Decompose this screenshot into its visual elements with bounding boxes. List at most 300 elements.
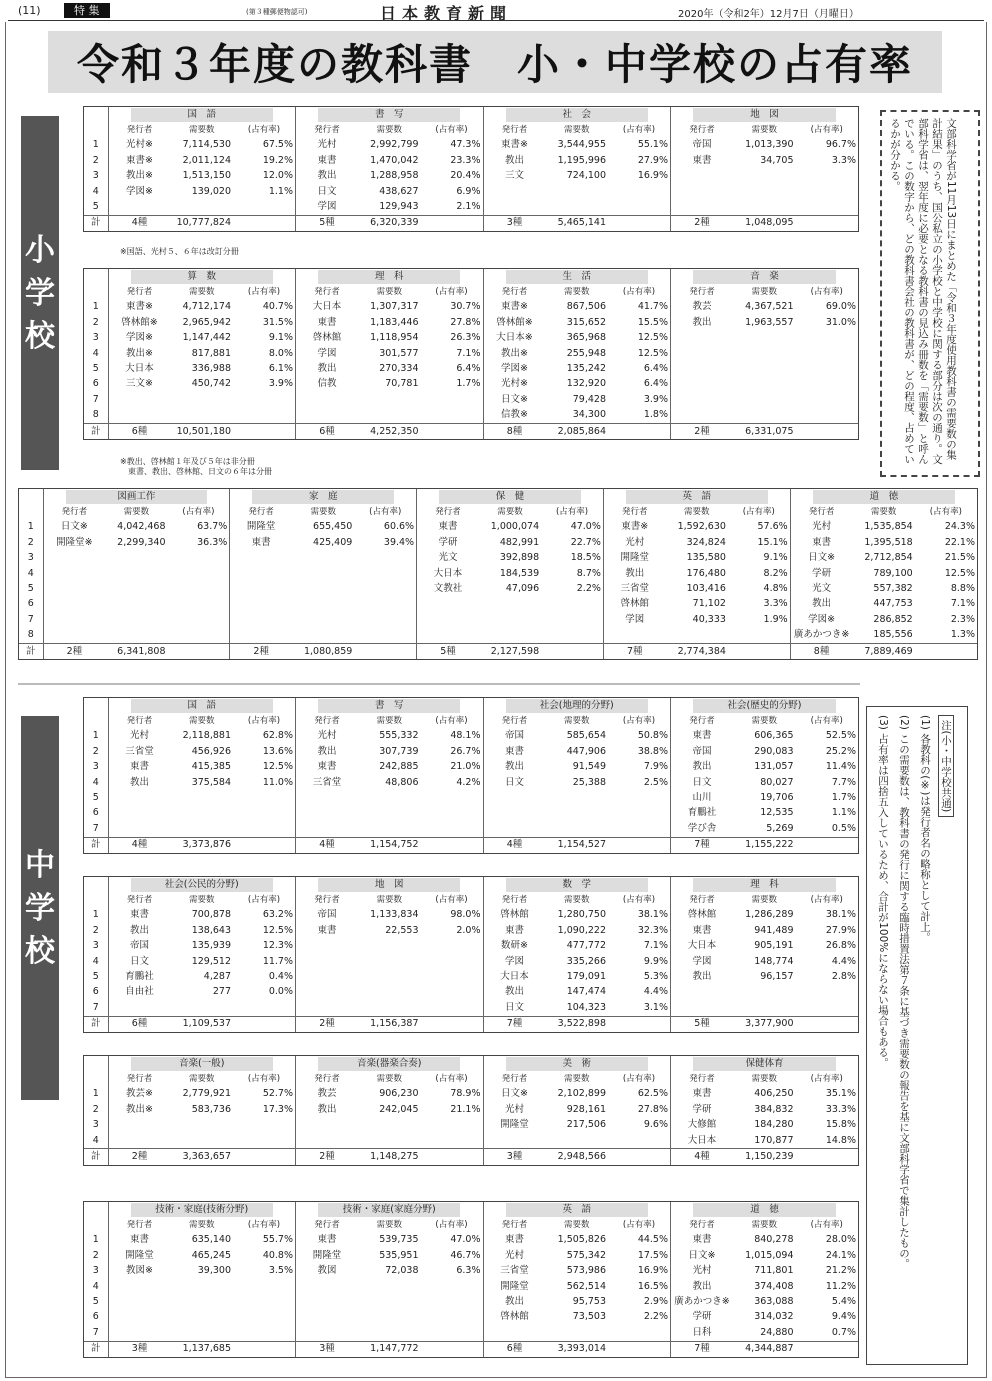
publisher-cell: 教図※ [126, 1265, 153, 1277]
share-header: (占有率) [622, 895, 656, 906]
table-row [84, 138, 858, 153]
subject-name: 社会(地理的分野) [506, 699, 648, 713]
demand-cell: 562,514 [566, 1280, 606, 1292]
subject-cell [108, 698, 296, 713]
share-table [84, 877, 858, 1032]
share-cell [796, 985, 859, 1000]
share-cell [796, 169, 859, 184]
demand-header: 需要数 [376, 1074, 402, 1085]
subject-name: 道 徳 [813, 490, 955, 504]
table-row [84, 1325, 858, 1341]
share-cell [421, 408, 484, 424]
share-cell: 78.9% [450, 1088, 481, 1100]
share-table [84, 1056, 858, 1165]
share-header: (占有率) [435, 1074, 468, 1085]
subject-name: 国 語 [131, 699, 273, 713]
share-cell: 47.0% [450, 1234, 481, 1246]
demand-cell: 3,544,955 [557, 139, 606, 151]
demand-cell [733, 346, 796, 361]
share-cell: 32.3% [637, 924, 668, 936]
junior-table-4 [83, 1201, 859, 1358]
publisher-cell: 三文※ [126, 378, 153, 390]
subject-row [19, 489, 977, 504]
total-count: 3種 [108, 1341, 171, 1357]
subject-cell [671, 1056, 859, 1071]
demand-cell: 392,898 [499, 552, 540, 564]
total-share [233, 837, 296, 853]
demand-cell [171, 1310, 234, 1325]
section-tag: 特 集 [64, 3, 110, 18]
subject-name: 技術・家庭(技術分野) [131, 1203, 273, 1217]
share-cell [168, 612, 230, 627]
share-cell: 96.7% [825, 139, 856, 151]
section-separator [18, 683, 860, 685]
publisher-cell [483, 1325, 546, 1341]
publisher-cell [230, 628, 292, 644]
publisher-cell: 教出 [671, 760, 734, 775]
publisher-cell: 東書 [129, 1234, 149, 1246]
table-row [84, 821, 858, 837]
issue-date: 2020年（令和2年）12月7日（月曜日） [678, 9, 859, 20]
rank-cell: 2 [84, 1102, 108, 1117]
publisher-cell: 東書 [671, 729, 734, 744]
total-share [796, 837, 859, 853]
total-count: 4種 [483, 837, 546, 853]
share-header: (占有率) [247, 287, 281, 298]
demand-cell: 184,539 [499, 567, 540, 579]
publisher-cell: 教図 [296, 1264, 359, 1279]
demand-cell: 655,450 [313, 521, 353, 533]
demand-cell [358, 954, 421, 969]
share-cell: 38.1% [637, 909, 668, 921]
demand-cell: 1,286,289 [745, 909, 794, 921]
demand-cell: 1,307,317 [370, 301, 419, 313]
subject-name: 英 語 [506, 1203, 648, 1217]
publisher-header: 発行者 [671, 1071, 734, 1086]
total-count: 5種 [296, 215, 359, 231]
share-cell [541, 597, 603, 612]
demand-header: 需要数 [376, 895, 402, 906]
publisher-header: 発行者 [483, 122, 546, 137]
rank-cell: 1 [84, 908, 108, 923]
demand-cell [358, 790, 421, 805]
column-header-row [84, 284, 858, 299]
subject-name: 数 学 [506, 878, 648, 892]
demand-cell: 5,269 [766, 822, 794, 834]
share-cell: 36.3% [197, 536, 228, 548]
share-cell [421, 985, 484, 1000]
total-share [168, 643, 230, 659]
demand-cell [105, 566, 167, 581]
demand-cell [358, 821, 421, 837]
table-row [19, 566, 977, 581]
share-cell [608, 1325, 671, 1341]
demand-cell [171, 1294, 234, 1309]
share-cell: 55.1% [637, 139, 668, 151]
share-cell: 41.7% [637, 301, 668, 313]
rank-cell: 7 [84, 1000, 108, 1016]
publisher-cell [296, 821, 359, 837]
share-cell [796, 346, 859, 361]
publisher-header: 発行者 [483, 1217, 546, 1232]
total-demand: 2,127,598 [479, 643, 541, 659]
publisher-cell: 東書 [671, 1087, 734, 1102]
demand-cell: 135,939 [191, 940, 231, 952]
demand-cell [546, 184, 609, 199]
share-cell [168, 551, 230, 566]
publisher-cell [296, 1294, 359, 1309]
total-demand: 1,109,537 [171, 1016, 234, 1032]
total-label: 計 [19, 643, 43, 659]
share-cell: 60.6% [383, 521, 415, 533]
column-header-row [84, 1071, 858, 1086]
share-cell: 2.0% [456, 924, 481, 936]
subject-name: 保 健 [439, 490, 581, 504]
share-cell: 8.7% [576, 567, 601, 579]
demand-cell: 185,556 [873, 629, 913, 641]
share-header: (占有率) [369, 507, 402, 518]
table-row [84, 1248, 858, 1263]
publisher-cell: 教出※ [126, 347, 153, 359]
share-cell [233, 1325, 296, 1341]
demand-cell: 535,951 [379, 1249, 419, 1261]
total-count: 6種 [296, 423, 359, 439]
demand-cell: 242,045 [379, 1103, 419, 1115]
demand-cell [479, 612, 541, 627]
share-header: (占有率) [810, 1074, 843, 1085]
demand-cell: 438,627 [379, 185, 419, 197]
share-cell: 0.5% [831, 822, 856, 834]
demand-cell: 135,242 [566, 363, 606, 375]
share-cell: 5.3% [643, 971, 668, 983]
share-header: (占有率) [247, 716, 281, 727]
demand-cell [358, 1310, 421, 1325]
publisher-cell: 啓林館 [483, 1310, 546, 1325]
publisher-header: 発行者 [483, 713, 546, 728]
publisher-cell: 信教※ [483, 408, 546, 424]
share-cell: 26.8% [825, 940, 856, 952]
elementary-table-1 [83, 106, 859, 232]
total-row [84, 215, 858, 231]
publisher-cell [296, 806, 359, 821]
total-demand: 10,777,824 [171, 215, 234, 231]
demand-cell: 363,088 [754, 1296, 794, 1308]
share-cell: 7.7% [831, 776, 856, 788]
demand-cell: 270,334 [379, 363, 419, 375]
share-cell: 22.7% [570, 536, 601, 548]
publisher-cell: 学図※ [790, 612, 852, 627]
demand-cell [105, 628, 167, 644]
table-row [84, 923, 858, 938]
total-count: 6種 [108, 423, 171, 439]
column-header-row [19, 504, 977, 519]
total-label: 計 [84, 837, 108, 853]
publisher-cell: 教出 [129, 924, 149, 936]
share-cell: 50.8% [637, 730, 668, 742]
total-row [19, 643, 977, 659]
publisher-cell: 教出 [483, 760, 546, 775]
share-cell: 47.0% [570, 521, 601, 533]
subject-name: 音楽(器楽合奏) [318, 1057, 460, 1071]
table-row [19, 551, 977, 566]
share-cell: 9.1% [268, 332, 293, 344]
subject-name: 社会(公民的分野) [131, 878, 273, 892]
total-demand: 1,154,527 [546, 837, 609, 853]
subject-row [84, 698, 858, 713]
share-cell: 12.5% [262, 761, 293, 773]
rank-header [84, 1071, 108, 1086]
total-share [233, 423, 296, 439]
share-cell [233, 1000, 296, 1016]
table-row [84, 760, 858, 775]
share-cell: 38.1% [825, 909, 856, 921]
share-cell: 28.0% [825, 1234, 856, 1246]
demand-cell: 2,965,942 [182, 316, 231, 328]
demand-cell: 2,992,799 [370, 139, 419, 151]
share-cell: 20.4% [450, 170, 481, 182]
publisher-header: 発行者 [671, 284, 734, 299]
subject-name: 音 楽 [693, 270, 836, 284]
demand-cell [546, 199, 609, 215]
total-demand: 1,155,222 [733, 837, 796, 853]
total-share [421, 1016, 484, 1032]
publisher-cell: 日文※ [483, 1087, 546, 1102]
share-header: (占有率) [622, 1074, 656, 1085]
publisher-cell: 東書 [296, 315, 359, 330]
total-share [796, 423, 859, 439]
share-cell: 38.8% [637, 745, 668, 757]
total-label: 計 [84, 1341, 108, 1357]
demand-cell [733, 392, 796, 407]
subject-name: 社 会 [506, 108, 648, 122]
share-cell: 24.1% [825, 1249, 856, 1261]
subject-cell [296, 698, 484, 713]
publisher-cell [483, 1133, 546, 1149]
share-cell [796, 331, 859, 346]
share-cell: 6.4% [456, 363, 481, 375]
share-cell [354, 612, 416, 627]
publisher-cell [296, 985, 359, 1000]
demand-cell: 336,988 [191, 363, 231, 375]
demand-cell: 2,712,854 [864, 552, 913, 564]
subject-name: 英 語 [626, 490, 768, 504]
publisher-cell: 日文※ [483, 392, 546, 407]
publisher-cell: 東書※ [126, 154, 153, 166]
demand-cell: 25,388 [572, 776, 606, 788]
page-header [0, 0, 992, 22]
subject-cell [296, 1056, 484, 1071]
demand-cell [358, 1279, 421, 1294]
share-cell: 4.4% [831, 955, 856, 967]
rank-cell: 5 [19, 581, 43, 596]
share-cell: 1.9% [763, 613, 788, 625]
share-cell: 5.4% [831, 1296, 856, 1308]
share-cell [354, 551, 416, 566]
table-row [84, 1279, 858, 1294]
intro-text: 文部科学省が11月13日にまとめた「令和３年度使用教科書の需要数の集計結果」のうち、国公私立の小学校と中学校に関する部分は次の通り。文部科学省は、翌年度に必要となる教科書の見込み冊数を「需要数」と呼んでいる。この数字から、どの教科書会社の教科書が、どの程度、占めているかが分かる。 [889, 118, 957, 465]
demand-cell: 583,736 [191, 1103, 231, 1115]
junior-table-3 [83, 1055, 859, 1166]
demand-cell [733, 169, 796, 184]
subject-cell [671, 1202, 859, 1217]
share-cell: 31.5% [262, 316, 293, 328]
subject-cell [296, 107, 484, 122]
share-cell: 8.0% [268, 347, 293, 359]
publisher-cell: 日文 [483, 1000, 546, 1016]
demand-cell [171, 806, 234, 821]
share-header: (占有率) [810, 287, 843, 298]
publisher-cell: 三省堂 [483, 1264, 546, 1279]
total-row [84, 1149, 858, 1165]
demand-cell [666, 628, 728, 644]
share-cell: 12.5% [637, 332, 668, 344]
total-share [796, 1149, 859, 1165]
publisher-cell [296, 1325, 359, 1341]
share-cell: 12.3% [262, 940, 293, 952]
publisher-cell: 東書 [129, 761, 149, 773]
rank-cell: 3 [84, 169, 108, 184]
share-cell: 7.1% [456, 347, 481, 359]
total-demand: 3,373,876 [171, 837, 234, 853]
demand-cell: 557,382 [873, 583, 913, 595]
publisher-cell: 開隆堂 [296, 1248, 359, 1263]
publisher-header: 発行者 [483, 284, 546, 299]
total-count: 4種 [108, 837, 171, 853]
subject-cell [671, 877, 859, 892]
demand-cell: 255,948 [566, 347, 606, 359]
demand-cell: 217,506 [566, 1119, 606, 1131]
table-row [19, 612, 977, 627]
share-cell [421, 1000, 484, 1016]
demand-cell: 635,140 [191, 1234, 231, 1246]
demand-cell: 4,042,468 [117, 521, 166, 533]
total-row [84, 1016, 858, 1032]
publisher-cell: 大日本 [125, 363, 154, 375]
publisher-cell: 学図 [671, 954, 734, 969]
publisher-cell [108, 790, 171, 805]
publisher-cell [296, 1118, 359, 1133]
share-cell: 6.4% [643, 378, 668, 390]
demand-cell: 477,772 [566, 940, 606, 952]
total-demand: 1,154,752 [358, 837, 421, 853]
total-count: 2種 [671, 215, 734, 231]
publisher-cell: 日文 [129, 955, 149, 967]
share-cell: 3.3% [763, 598, 788, 610]
share-header: (占有率) [247, 1074, 281, 1085]
demand-cell: 277 [212, 986, 231, 998]
share-table [84, 698, 858, 853]
publisher-header: 発行者 [671, 1217, 734, 1232]
share-cell: 23.3% [450, 154, 481, 166]
publisher-cell: 廣あかつき※ [671, 1294, 734, 1309]
demand-cell: 7,114,530 [182, 139, 231, 151]
total-share [608, 423, 671, 439]
demand-header: 需要数 [563, 287, 590, 298]
demand-cell: 700,878 [191, 909, 231, 921]
demand-header: 需要数 [376, 1220, 402, 1231]
publisher-cell: 開隆堂 [230, 520, 292, 535]
subject-cell [108, 107, 296, 122]
table-row [19, 535, 977, 550]
total-count: 4種 [671, 1149, 734, 1165]
demand-cell: 1,470,042 [370, 154, 419, 166]
publisher-cell: 学図 [296, 199, 359, 215]
demand-cell: 575,342 [566, 1249, 606, 1261]
total-count: 2種 [671, 423, 734, 439]
share-cell: 57.6% [757, 521, 788, 533]
share-cell: 7.9% [643, 761, 668, 773]
demand-cell: 40,333 [692, 613, 726, 625]
subject-name: 技術・家庭(家庭分野) [318, 1203, 460, 1217]
publisher-cell [108, 1294, 171, 1309]
rank-cell: 4 [84, 775, 108, 790]
share-header: (占有率) [435, 1220, 468, 1231]
share-cell [608, 1133, 671, 1149]
total-count: 6種 [483, 1341, 546, 1357]
share-cell: 24.3% [944, 521, 975, 533]
publisher-cell: 光村※ [483, 377, 546, 392]
total-demand: 3,363,657 [171, 1149, 234, 1165]
publisher-cell: 大日本 [671, 939, 734, 954]
publisher-cell [483, 821, 546, 837]
share-cell: 2.2% [576, 583, 601, 595]
publisher-header: 発行者 [296, 1071, 359, 1086]
demand-cell [733, 985, 796, 1000]
total-count: 5種 [671, 1016, 734, 1032]
share-cell: 27.9% [637, 154, 668, 166]
publisher-header: 発行者 [790, 504, 852, 519]
table-row [84, 1087, 858, 1102]
total-share [608, 1341, 671, 1357]
share-header: (占有率) [622, 716, 656, 727]
rank-cell: 7 [84, 821, 108, 837]
demand-cell: 415,385 [191, 761, 231, 773]
table-row [84, 985, 858, 1000]
subject-name: 書 写 [318, 108, 460, 122]
share-header: (占有率) [929, 507, 962, 518]
publisher-header: 発行者 [61, 507, 88, 518]
publisher-cell: 教出 [671, 315, 734, 330]
total-share [608, 837, 671, 853]
table-row [84, 744, 858, 759]
share-cell [796, 408, 859, 424]
total-row [84, 423, 858, 439]
share-cell: 18.5% [570, 552, 601, 564]
total-demand: 7,889,469 [852, 643, 914, 659]
subject-cell [108, 877, 296, 892]
corner-cell [84, 877, 108, 892]
demand-cell: 179,091 [566, 971, 606, 983]
publisher-cell [296, 954, 359, 969]
demand-cell: 539,735 [379, 1234, 419, 1246]
publisher-cell: 教出 [129, 776, 149, 788]
share-header: (占有率) [435, 287, 468, 298]
demand-cell: 447,906 [566, 745, 606, 757]
subject-name: 理 科 [318, 270, 460, 284]
demand-cell: 1,013,390 [745, 139, 794, 151]
share-cell: 27.8% [450, 316, 481, 328]
publisher-cell: 教出 [671, 1279, 734, 1294]
publisher-cell: 日文 [671, 775, 734, 790]
share-cell [168, 566, 230, 581]
demand-cell: 73,503 [572, 1311, 606, 1323]
demand-cell: 456,926 [191, 745, 231, 757]
demand-cell [171, 392, 234, 407]
junior-char: 中 [25, 847, 55, 883]
publisher-cell: 東書 [483, 744, 546, 759]
publisher-cell: 光村 [671, 1264, 734, 1279]
total-share [915, 643, 977, 659]
